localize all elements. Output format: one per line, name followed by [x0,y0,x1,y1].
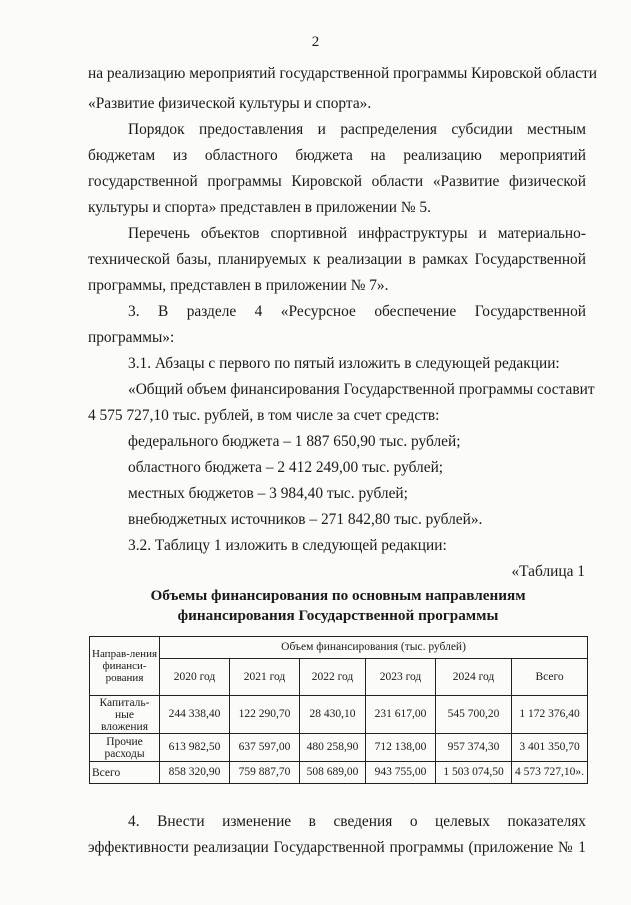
year-header: 2022 год [300,659,366,696]
text-line: «Общий объем финансирования Государственной программы составит [128,381,595,398]
table-cell: 637 597,00 [230,734,300,762]
table-cell: 1 503 074,50 [436,762,512,784]
table-row [90,696,588,734]
header-financing: Объем финансирования (тыс. рублей) [160,637,588,659]
text-line: 3.1. Абзацы с первого по пятый изложить в следующей редакции: [128,355,560,372]
text-line: 3.2. Таблицу 1 изложить в следующей редакции: [128,537,447,554]
text-line: культуры и спорта» представлен в приложении № 5. [88,199,431,216]
text-line: государственной программы Кировской области «Развитие физической [88,173,586,190]
year-header: Всего [512,659,588,696]
page-number: 2 [311,34,320,50]
text-line: программы, представлен в приложении № 7». [88,277,389,294]
row-label: Капиталь-ные вложения [90,696,160,734]
table-cell: 957 374,30 [436,734,512,762]
table-cell: 3 401 350,70 [512,734,588,762]
table-cell: 4 573 727,10». [512,762,588,784]
table-cell: 508 689,00 [300,762,366,784]
table-cell: 231 617,00 [366,696,436,734]
text-line: Порядок предоставления и распределения субсидии местным [128,121,586,138]
table-cell: 613 982,50 [160,734,230,762]
text-line: 4. Внести изменение в сведения о целевых показателях [128,813,586,830]
table-title: финансирования Государственной программы [177,607,499,624]
header-direction: Направ-ления финанси-рования [90,637,160,696]
table-cell: 480 258,90 [300,734,366,762]
table-cell: 244 338,40 [160,696,230,734]
table-cell: 759 887,70 [230,762,300,784]
table-cell: 28 430,10 [300,696,366,734]
text-line: внебюджетных источников – 271 842,80 тыс. рублей». [128,511,483,528]
table-cell: 943 755,00 [366,762,436,784]
table-cell: 712 138,00 [366,734,436,762]
year-header: 2020 год [160,659,230,696]
text-line: технической базы, планируемых к реализации в рамках Государственной [88,251,586,268]
table-cell: 858 320,90 [160,762,230,784]
text-line: Перечень объектов спортивной инфраструктуры и материально- [128,225,586,242]
table-cell: 122 290,70 [230,696,300,734]
text-line: 3. В разделе 4 «Ресурсное обеспечение Государственной [128,303,586,320]
text-line: эффективности реализации Государственной программы (приложение № 1 [88,839,586,856]
text-line: 4 575 727,10 тыс. рублей, в том числе за счет средств: [88,407,440,424]
text-line: «Развитие физической культуры и спорта». [88,95,372,112]
table-cell: 1 172 376,40 [512,696,588,734]
table-title: Объемы финансирования по основным направлениям [150,587,526,604]
table-caption: «Таблица 1 [511,563,585,580]
table-cell: 545 700,20 [436,696,512,734]
row-label: Прочие расходы [90,734,160,762]
text-line: бюджетам из областного бюджета на реализацию мероприятий [88,147,586,164]
text-line: на реализацию мероприятий государственной программы Кировской области [88,65,597,82]
text-line: федерального бюджета – 1 887 650,90 тыс. рублей; [128,433,461,450]
table-row [90,762,588,784]
year-header: 2021 год [230,659,300,696]
table-row [90,734,588,762]
text-line: областного бюджета – 2 412 249,00 тыс. рублей; [128,459,444,476]
row-label: Всего [90,762,160,784]
financing-table [89,636,588,784]
year-header: 2023 год [366,659,436,696]
text-line: программы»: [88,329,175,346]
year-header: 2024 год [436,659,512,696]
text-line: местных бюджетов – 3 984,40 тыс. рублей; [128,485,408,502]
